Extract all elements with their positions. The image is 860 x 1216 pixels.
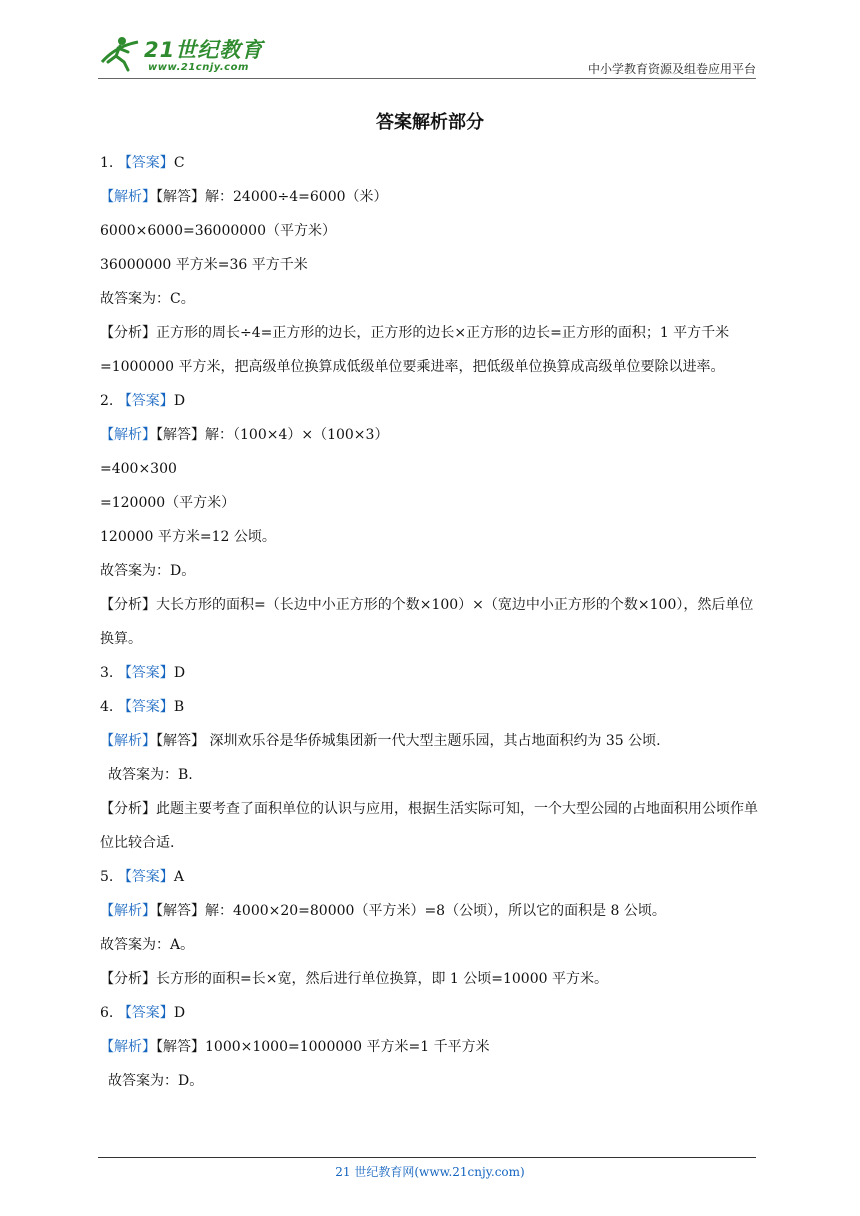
answer-tag: 【答案】 <box>117 155 174 171</box>
q1-answer-line <box>100 146 762 180</box>
question-number: 2. <box>100 393 114 409</box>
question-number: 3. <box>100 665 114 681</box>
answer-value: D <box>173 665 186 681</box>
logo-url: www.21cnjy.com <box>148 62 249 73</box>
answer-tag: 【答案】 <box>117 665 174 681</box>
q1-analysis: 【分析】正方形的周长÷4=正方形的边长，正方形的边长×正方形的边长=正方形的面积；1 平方千米=1000000 平方米，把高级单位换算成低级单位要乘进率，把低级单位换算成高级单位要除以进率。 <box>100 325 730 375</box>
q6-answer-line <box>100 996 762 1030</box>
q4-conclusion: 故答案为：B. <box>108 767 193 783</box>
q1-solution-line <box>100 180 762 214</box>
question-number: 6. <box>100 1005 114 1021</box>
q4-analysis: 【分析】此题主要考查了面积单位的认识与应用，根据生活实际可知，一个大型公园的占地面积用公顷作单位比较合适. <box>100 801 758 851</box>
header-platform-text: 中小学教育资源及组卷应用平台 <box>587 62 756 76</box>
q2-step: 120000 平方米=12 公顷。 <box>100 529 276 545</box>
answer-content <box>100 146 762 1098</box>
answer-value: D <box>173 393 186 409</box>
jiexi-tag: 【解析】 <box>100 1039 156 1055</box>
solution-text: 【解答】解：4000×20=80000（平方米）=8（公顷），所以它的面积是 8 公顷。 <box>156 903 666 919</box>
header-divider <box>98 78 756 79</box>
q2-step: =400×300 <box>100 461 177 477</box>
q5-answer-line <box>100 860 762 894</box>
q2-conclusion: 故答案为：D。 <box>100 563 196 579</box>
logo-text: 21世纪教育 <box>144 38 264 62</box>
question-number: 5. <box>100 869 114 885</box>
solution-text: 【解答】 深圳欢乐谷是华侨城集团新一代大型主题乐园，其占地面积约为 35 公顷. <box>156 733 661 749</box>
footer-divider <box>98 1157 756 1158</box>
question-number: 4. <box>100 699 114 715</box>
footer-text: 21 世纪教育网(www.21cnjy.com) <box>335 1165 525 1179</box>
q5-analysis: 【分析】长方形的面积=长×宽，然后进行单位换算，即 1 公顷=10000 平方米。 <box>100 971 608 987</box>
answer-value: D <box>173 1005 186 1021</box>
site-logo <box>98 32 278 76</box>
q1-step: 6000×6000=36000000（平方米） <box>100 223 336 239</box>
question-number: 1. <box>100 155 114 171</box>
q2-analysis: 【分析】大长方形的面积=（长边中小正方形的个数×100）×（宽边中小正方形的个数×100），然后单位换算。 <box>100 597 754 647</box>
q4-solution-line <box>100 724 762 758</box>
q3-answer-line <box>100 656 762 690</box>
q4-answer-line <box>100 690 762 724</box>
answer-value: A <box>173 869 184 885</box>
answer-tag: 【答案】 <box>117 869 174 885</box>
q6-solution-line <box>100 1030 762 1064</box>
q2-answer-line <box>100 384 762 418</box>
q1-conclusion: 故答案为：C。 <box>100 291 195 307</box>
solution-text: 【解答】解：（100×4）×（100×3） <box>156 427 389 443</box>
q5-conclusion: 故答案为：A。 <box>100 937 195 953</box>
solution-text: 【解答】1000×1000=1000000 平方米=1 千平方米 <box>156 1039 490 1055</box>
q5-solution-line <box>100 894 762 928</box>
q1-step: 36000000 平方米=36 平方千米 <box>100 257 308 273</box>
q6-conclusion: 故答案为：D。 <box>108 1073 204 1089</box>
q2-step: =120000（平方米） <box>100 495 236 511</box>
runner-logo-icon <box>98 32 142 76</box>
jiexi-tag: 【解析】 <box>100 189 156 205</box>
answer-value: B <box>173 699 185 715</box>
answer-tag: 【答案】 <box>117 1005 174 1021</box>
page-header <box>98 30 756 80</box>
solution-text: 【解答】解：24000÷4=6000（米） <box>156 189 388 205</box>
page-title: 答案解析部分 <box>376 112 484 133</box>
q2-solution-line <box>100 418 762 452</box>
jiexi-tag: 【解析】 <box>100 903 156 919</box>
jiexi-tag: 【解析】 <box>100 733 156 749</box>
answer-value: C <box>173 155 185 171</box>
answer-tag: 【答案】 <box>117 699 174 715</box>
answer-tag: 【答案】 <box>117 393 174 409</box>
jiexi-tag: 【解析】 <box>100 427 156 443</box>
